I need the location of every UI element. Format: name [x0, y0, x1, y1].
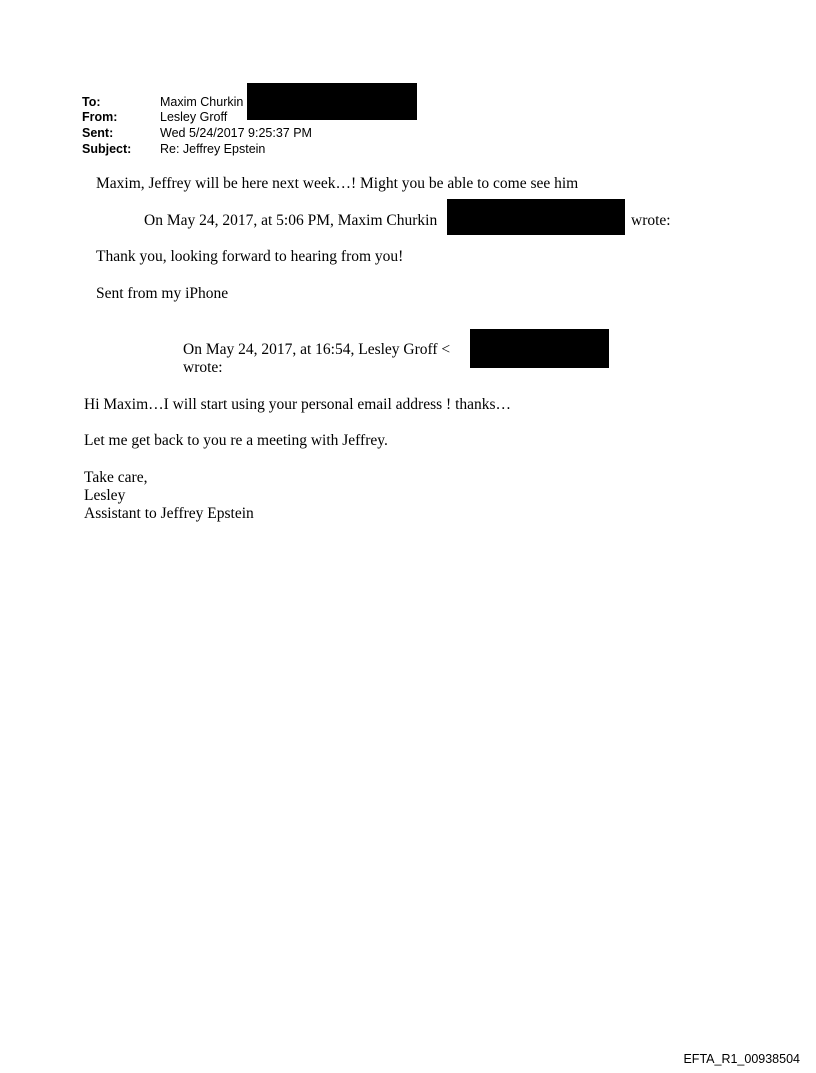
quote-header-suffix: wrote: — [631, 212, 671, 229]
body-line: Maxim, Jeffrey will be here next week…! Might you be able to come see him — [96, 175, 579, 192]
body-line: Thank you, looking forward to hearing from you! — [96, 248, 404, 265]
from-value: Lesley Groff — [160, 110, 228, 124]
document-id: EFTA_R1_00938504 — [683, 1052, 800, 1066]
sent-label: Sent: — [82, 126, 114, 140]
body-line: Sent from my iPhone — [96, 285, 229, 302]
body-line: Lesley — [84, 487, 126, 504]
body-line: Take care, — [84, 469, 148, 486]
redaction-box — [470, 329, 609, 368]
sent-value: Wed 5/24/2017 9:25:37 PM — [160, 126, 312, 140]
quote-header: On May 24, 2017, at 5:06 PM, Maxim Churkin — [144, 212, 438, 229]
body-line: Hi Maxim…I will start using your personal email address ! thanks… — [84, 396, 512, 413]
from-label: From: — [82, 110, 118, 124]
quote-header: On May 24, 2017, at 16:54, Lesley Groff < — [183, 341, 451, 358]
redaction-box — [247, 83, 417, 120]
to-value: Maxim Churkin — [160, 95, 244, 109]
body-line: Let me get back to you re a meeting with Jeffrey. — [84, 432, 388, 449]
body-line: Assistant to Jeffrey Epstein — [84, 505, 254, 522]
subject-value: Re: Jeffrey Epstein — [160, 142, 266, 156]
subject-label: Subject: — [82, 142, 132, 156]
redaction-box — [447, 199, 625, 235]
to-label: To: — [82, 95, 101, 109]
quote-header-suffix: wrote: — [183, 359, 223, 376]
